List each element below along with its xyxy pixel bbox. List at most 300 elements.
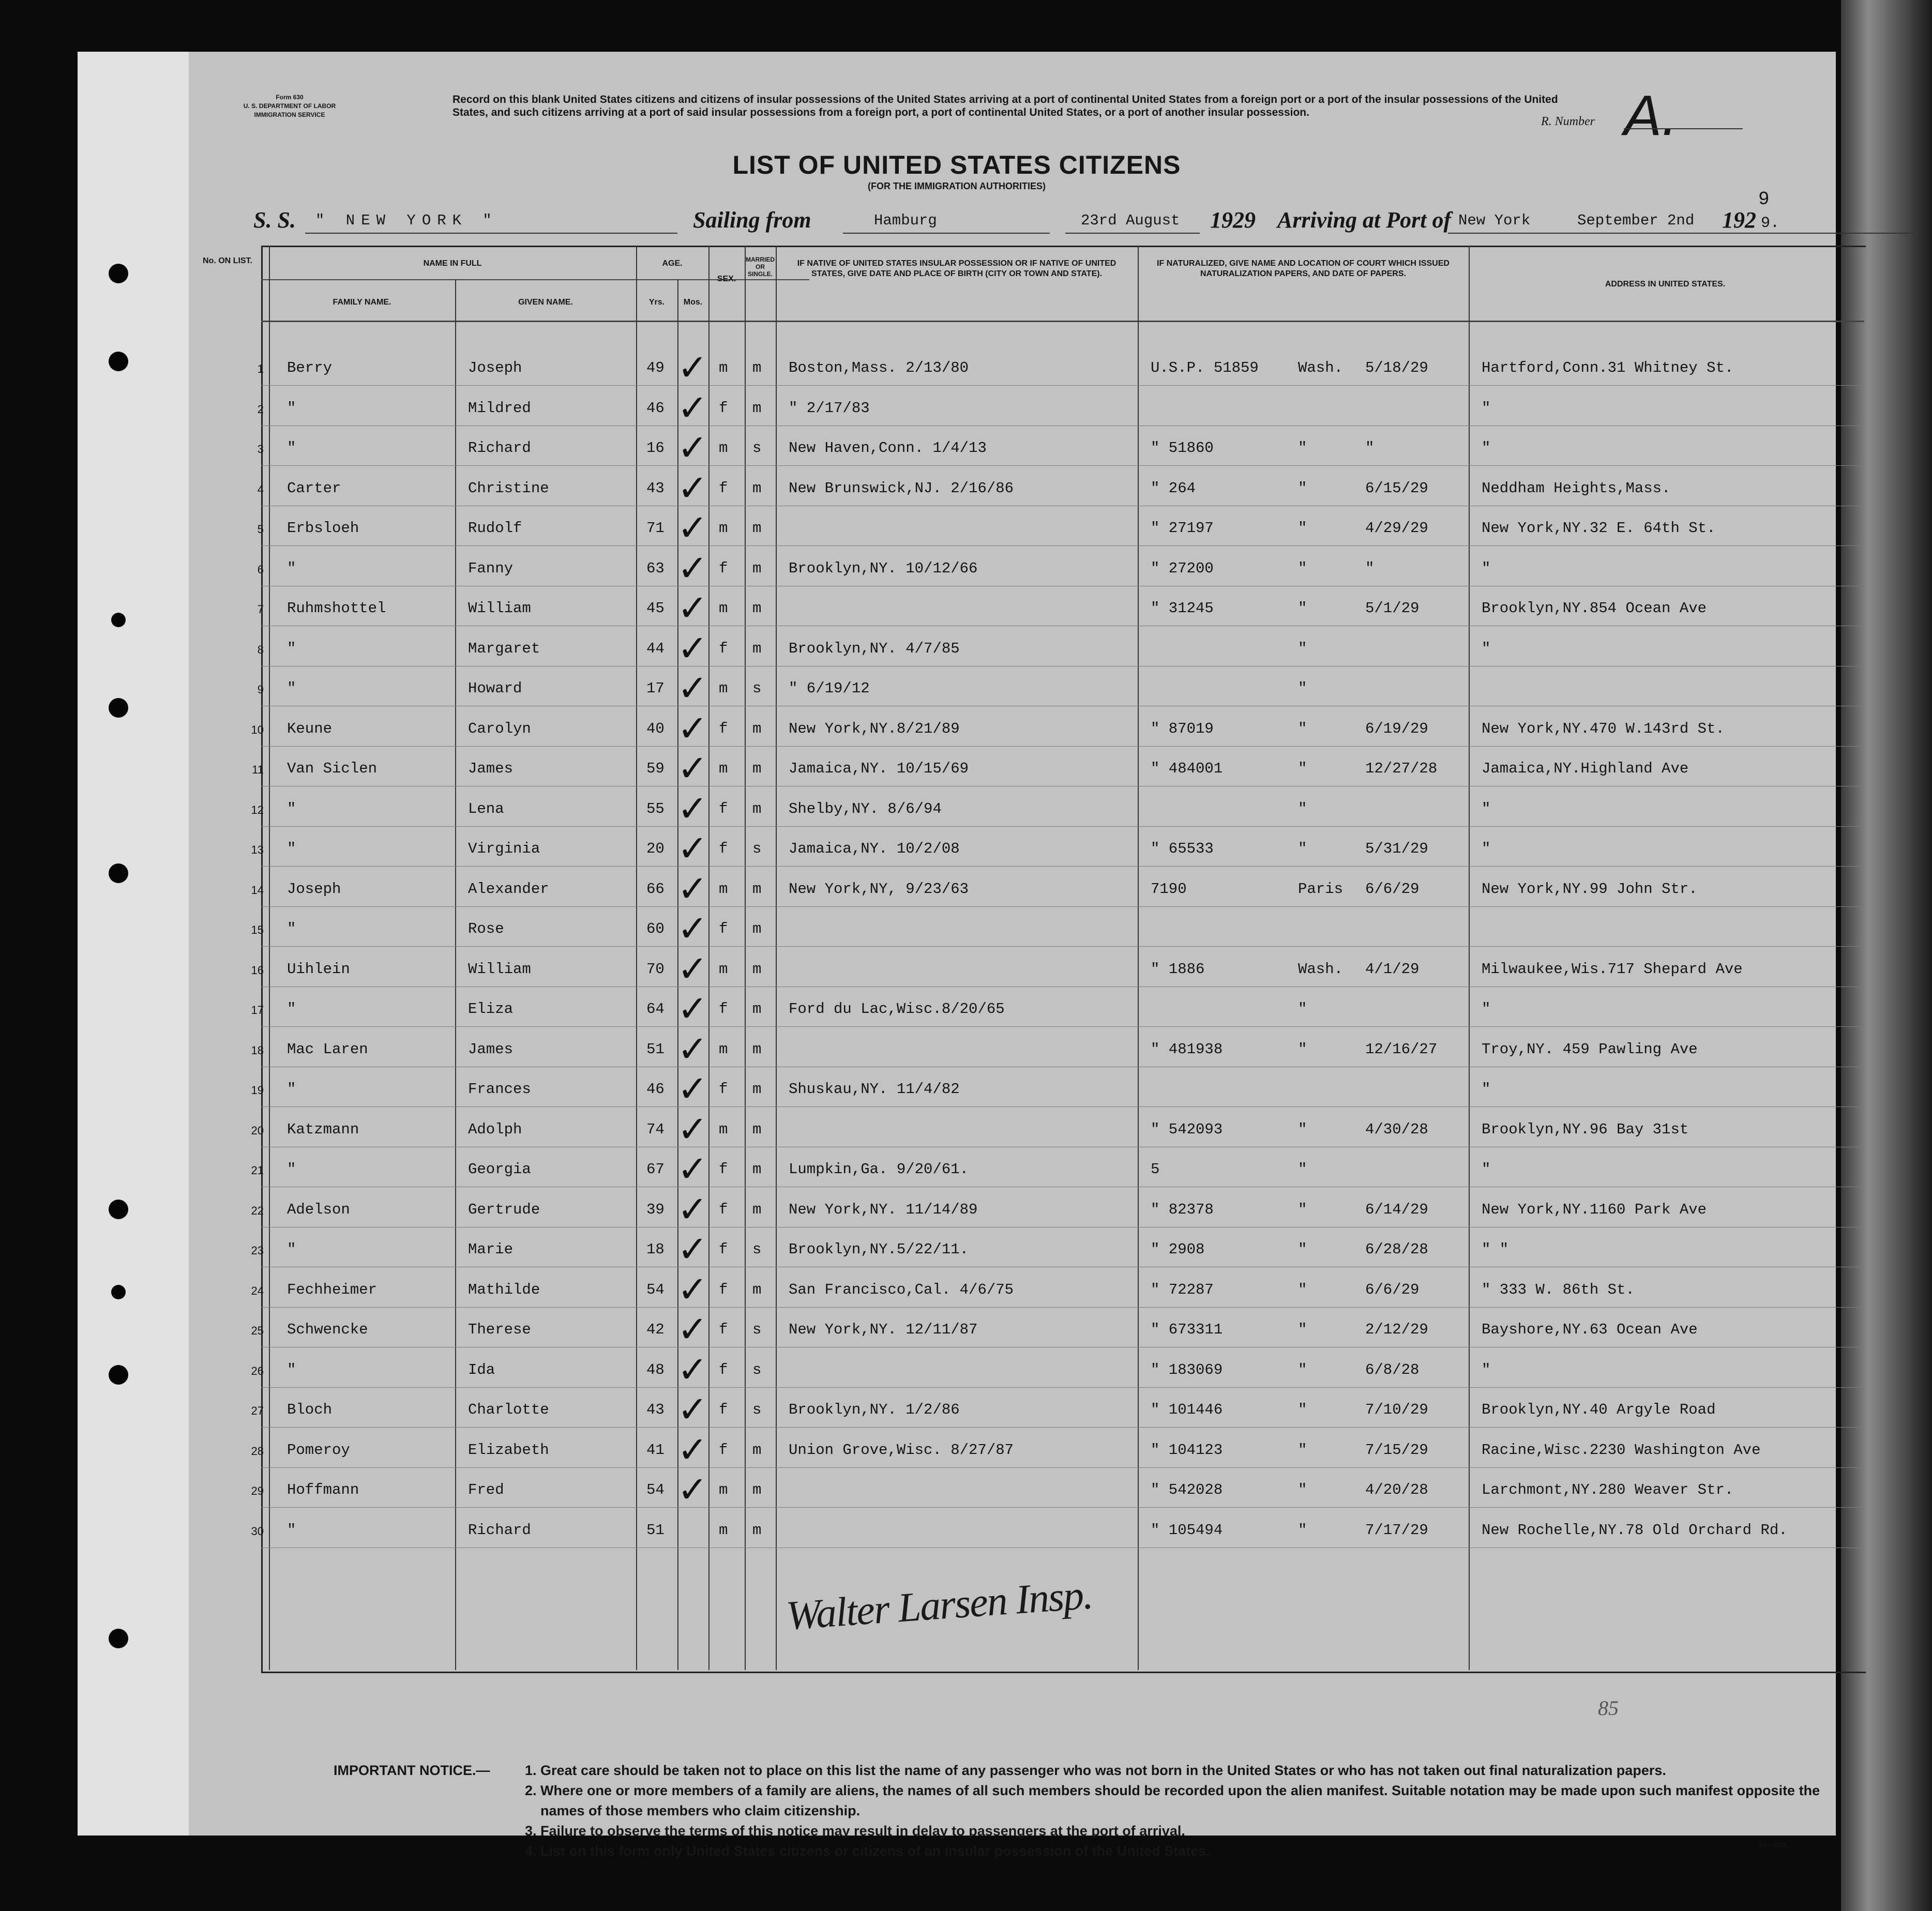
us-address: " " bbox=[1482, 1241, 1509, 1258]
column-rule bbox=[269, 246, 270, 1670]
naturalization-number: 5 bbox=[1151, 1161, 1160, 1178]
check-mark-icon: ✓ bbox=[677, 1428, 708, 1471]
naturalization-number: " 51860 bbox=[1151, 439, 1214, 457]
naturalization-court: " bbox=[1298, 1361, 1307, 1378]
naturalization-number: U.S.P. 51859 bbox=[1151, 359, 1259, 376]
row-rule bbox=[261, 1026, 1864, 1027]
naturalization-court: " bbox=[1298, 1040, 1307, 1058]
punch-hole bbox=[109, 698, 128, 718]
marital-status: m bbox=[752, 720, 762, 737]
us-address: Hartford,Conn.31 Whitney St. bbox=[1482, 359, 1734, 376]
check-mark-icon: ✓ bbox=[677, 427, 708, 469]
form-identifier bbox=[207, 93, 372, 119]
sailing-underline bbox=[843, 233, 1050, 234]
manifest-page bbox=[78, 52, 1836, 1859]
birth-info: " 6/19/12 bbox=[789, 680, 870, 697]
ss-label: S. S. bbox=[253, 207, 296, 233]
family-name: " bbox=[287, 1361, 296, 1378]
naturalization-number: " 542028 bbox=[1151, 1481, 1223, 1498]
family-name: " bbox=[287, 640, 296, 657]
sex: f bbox=[719, 479, 728, 497]
marital-status: m bbox=[752, 1120, 762, 1138]
age-years: 51 bbox=[646, 1521, 665, 1539]
naturalization-date: 6/14/29 bbox=[1365, 1201, 1428, 1218]
row-number: 22 bbox=[251, 1204, 264, 1217]
family-name: " bbox=[287, 1000, 296, 1018]
family-name: " bbox=[287, 439, 296, 457]
sex: f bbox=[719, 1201, 728, 1218]
us-address: " bbox=[1482, 1000, 1491, 1018]
age-years: 20 bbox=[646, 840, 665, 857]
given-name: Eliza bbox=[468, 1000, 514, 1018]
sex: m bbox=[719, 680, 728, 697]
naturalization-court: " bbox=[1298, 1241, 1307, 1258]
row-number: 6 bbox=[257, 563, 264, 576]
check-mark-icon: ✓ bbox=[677, 747, 708, 790]
marital-status: m bbox=[752, 559, 762, 577]
naturalization-number: " 1886 bbox=[1151, 960, 1205, 978]
naturalization-court: " bbox=[1298, 600, 1307, 617]
naturalization-court: " bbox=[1298, 1000, 1307, 1018]
check-mark-icon: ✓ bbox=[677, 947, 708, 990]
naturalization-date: 4/30/28 bbox=[1365, 1120, 1428, 1138]
notice-heading: IMPORTANT NOTICE.— bbox=[334, 1763, 490, 1778]
sex: m bbox=[719, 359, 728, 376]
birth-info: New York,NY, 9/23/63 bbox=[789, 880, 969, 898]
age-years: 46 bbox=[646, 1081, 665, 1098]
birth-info: New York,NY. 11/14/89 bbox=[789, 1201, 978, 1218]
port-underline bbox=[1448, 233, 1913, 234]
family-name: Adelson bbox=[287, 1201, 350, 1218]
marital-status: m bbox=[752, 1441, 762, 1459]
row-number: 24 bbox=[251, 1284, 264, 1297]
col-header-naturalized: IF NATURALIZED, GIVE NAME AND LOCATION OF COURT WHICH ISSUED NATURALIZATION PAPERS, AND DATE OF PAPERS. bbox=[1157, 259, 1450, 278]
col-header-no: No. ON LIST. bbox=[203, 256, 252, 265]
row-number: 20 bbox=[251, 1124, 264, 1137]
row-number: 28 bbox=[251, 1444, 264, 1458]
family-name: " bbox=[287, 559, 296, 577]
naturalization-court: " bbox=[1298, 1161, 1307, 1178]
age-years: 48 bbox=[646, 1361, 665, 1378]
age-years: 43 bbox=[646, 479, 665, 497]
check-mark-icon: ✓ bbox=[677, 988, 708, 1030]
given-name: William bbox=[468, 960, 531, 978]
given-name: William bbox=[468, 600, 531, 617]
age-years: 41 bbox=[646, 1441, 665, 1459]
row-rule bbox=[261, 1467, 1864, 1468]
birth-info: Brooklyn,NY. 10/12/66 bbox=[789, 559, 978, 577]
naturalization-date: " bbox=[1365, 439, 1375, 457]
marital-status: s bbox=[752, 1401, 762, 1418]
naturalization-court: " bbox=[1298, 1481, 1307, 1498]
check-mark-icon: ✓ bbox=[677, 1068, 708, 1110]
age-years: 54 bbox=[646, 1481, 665, 1498]
row-number: 5 bbox=[257, 523, 264, 536]
us-address: " bbox=[1482, 1361, 1491, 1378]
naturalization-date: " bbox=[1365, 559, 1375, 577]
sex: f bbox=[719, 1441, 728, 1459]
column-rule bbox=[776, 246, 777, 1670]
row-number: 12 bbox=[251, 803, 264, 816]
row-number: 1 bbox=[257, 362, 264, 375]
given-name: Virginia bbox=[468, 840, 540, 857]
birth-info: Union Grove,Wisc. 8/27/87 bbox=[789, 1441, 1014, 1459]
naturalization-number: " 105494 bbox=[1151, 1521, 1223, 1539]
given-name: James bbox=[468, 760, 514, 777]
arrival-year-hand: 9 bbox=[1758, 189, 1770, 210]
marital-status: m bbox=[752, 479, 762, 497]
col-header-age: AGE. bbox=[662, 259, 683, 268]
naturalization-date: 5/31/29 bbox=[1365, 840, 1428, 857]
sex: m bbox=[719, 600, 728, 617]
row-number: 26 bbox=[251, 1364, 264, 1377]
r-number-label: R. Number bbox=[1541, 115, 1595, 128]
given-name: Margaret bbox=[468, 640, 540, 657]
naturalization-date: 6/15/29 bbox=[1365, 479, 1428, 497]
sex: f bbox=[719, 399, 728, 417]
row-rule bbox=[261, 465, 1864, 466]
given-name: Fanny bbox=[468, 559, 514, 577]
us-address: New York,NY.32 E. 64th St. bbox=[1482, 520, 1716, 537]
row-number: 4 bbox=[257, 482, 264, 496]
column-rule bbox=[745, 246, 746, 1670]
birth-info: Boston,Mass. 2/13/80 bbox=[789, 359, 969, 376]
marital-status: m bbox=[752, 1081, 762, 1098]
row-number: 14 bbox=[251, 883, 264, 897]
row-number: 18 bbox=[251, 1043, 264, 1057]
naturalization-court: " bbox=[1298, 1281, 1307, 1298]
naturalization-number: " 101446 bbox=[1151, 1401, 1223, 1418]
naturalization-court: " bbox=[1298, 520, 1307, 537]
us-address: Brooklyn,NY.40 Argyle Road bbox=[1482, 1401, 1716, 1418]
family-name: Ruhmshottel bbox=[287, 600, 386, 617]
check-mark-icon: ✓ bbox=[677, 1188, 708, 1231]
birth-info: Jamaica,NY. 10/15/69 bbox=[789, 760, 969, 777]
col-header-sex: SEX. bbox=[717, 275, 736, 283]
marital-status: s bbox=[752, 680, 762, 697]
age-years: 71 bbox=[646, 520, 665, 537]
column-rule bbox=[455, 279, 456, 1670]
sex: m bbox=[719, 960, 728, 978]
manifest-table bbox=[261, 246, 1866, 1673]
check-mark-icon: ✓ bbox=[677, 1108, 708, 1150]
marital-status: s bbox=[752, 1241, 762, 1258]
pencil-note: 85 bbox=[1598, 1696, 1619, 1720]
row-rule bbox=[261, 906, 1864, 907]
naturalization-number: 7190 bbox=[1151, 880, 1187, 898]
row-number: 13 bbox=[251, 843, 264, 856]
marital-status: m bbox=[752, 1000, 762, 1018]
age-years: 63 bbox=[646, 559, 665, 577]
row-rule bbox=[261, 1387, 1864, 1388]
row-rule bbox=[261, 746, 1864, 747]
family-name: " bbox=[287, 920, 296, 937]
naturalization-court: " bbox=[1298, 1321, 1307, 1338]
naturalization-number: " 104123 bbox=[1151, 1441, 1223, 1459]
marital-status: m bbox=[752, 359, 762, 376]
naturalization-number: " 87019 bbox=[1151, 720, 1214, 737]
notice-item: 4. List on this form only United States citizens or citizens of an insular possession of the United States. bbox=[525, 1843, 1210, 1859]
naturalization-court: Paris bbox=[1298, 880, 1344, 898]
sex: f bbox=[719, 1081, 728, 1098]
arrival-year-printed: 192 bbox=[1722, 207, 1756, 233]
row-number: 9 bbox=[257, 683, 264, 696]
service: IMMIGRATION SERVICE bbox=[254, 111, 325, 118]
punch-hole bbox=[111, 1285, 126, 1299]
row-rule bbox=[261, 946, 1864, 947]
naturalization-court: " bbox=[1298, 439, 1307, 457]
naturalization-court: " bbox=[1298, 559, 1307, 577]
us-address: Milwaukee,Wis.717 Shepard Ave bbox=[1482, 960, 1743, 978]
us-address: Jamaica,NY.Highland Ave bbox=[1482, 760, 1689, 777]
family-name: Mac Laren bbox=[287, 1040, 368, 1058]
check-mark-icon: ✓ bbox=[677, 1348, 708, 1391]
birth-info: Shelby,NY. 8/6/94 bbox=[789, 800, 942, 817]
us-address: " bbox=[1482, 439, 1491, 457]
us-address: Neddham Heights,Mass. bbox=[1482, 479, 1671, 497]
given-name: Richard bbox=[468, 1521, 531, 1539]
naturalization-number: " 65533 bbox=[1151, 840, 1214, 857]
birth-info: " 2/17/83 bbox=[789, 399, 870, 417]
family-name: Katzmann bbox=[287, 1120, 359, 1138]
departure-year: 1929 bbox=[1210, 207, 1256, 233]
sex: m bbox=[719, 1521, 728, 1539]
row-number: 25 bbox=[251, 1324, 264, 1337]
birth-info: Jamaica,NY. 10/2/08 bbox=[789, 840, 960, 857]
age-years: 74 bbox=[646, 1120, 665, 1138]
family-name: Van Siclen bbox=[287, 760, 378, 777]
naturalization-court: " bbox=[1298, 1401, 1307, 1418]
page-subtitle: (FOR THE IMMIGRATION AUTHORITIES) bbox=[868, 181, 1046, 191]
arrival-port: New York bbox=[1458, 212, 1531, 229]
check-mark-icon: ✓ bbox=[677, 667, 708, 709]
us-address: " bbox=[1482, 1161, 1491, 1178]
sex: f bbox=[719, 1361, 728, 1378]
age-years: 51 bbox=[646, 1040, 665, 1058]
us-address: Brooklyn,NY.96 Bay 31st bbox=[1482, 1120, 1689, 1138]
given-name: Christine bbox=[468, 479, 549, 497]
naturalization-court: " bbox=[1298, 1521, 1307, 1539]
naturalization-court: " bbox=[1298, 840, 1307, 857]
age-years: 66 bbox=[646, 880, 665, 898]
age-years: 49 bbox=[646, 359, 665, 376]
check-mark-icon: ✓ bbox=[677, 1268, 708, 1311]
family-name: Berry bbox=[287, 359, 333, 376]
family-name: Carter bbox=[287, 479, 341, 497]
check-mark-icon: ✓ bbox=[677, 1027, 708, 1070]
birth-info: Shuskau,NY. 11/4/82 bbox=[789, 1081, 960, 1098]
naturalization-date: 5/18/29 bbox=[1365, 359, 1428, 376]
birth-info: New York,NY. 12/11/87 bbox=[789, 1321, 978, 1338]
family-name: Schwencke bbox=[287, 1321, 368, 1338]
sex: f bbox=[719, 840, 728, 857]
check-mark-icon: ✓ bbox=[677, 867, 708, 910]
check-mark-icon: ✓ bbox=[677, 1148, 708, 1190]
age-years: 59 bbox=[646, 760, 665, 777]
given-name: Charlotte bbox=[468, 1401, 549, 1418]
naturalization-date: 6/28/28 bbox=[1365, 1241, 1428, 1258]
sex: f bbox=[719, 720, 728, 737]
family-name: Pomeroy bbox=[287, 1441, 350, 1459]
column-rule bbox=[636, 246, 637, 1670]
naturalization-court: " bbox=[1298, 680, 1307, 697]
marital-status: m bbox=[752, 1481, 762, 1498]
given-name: Lena bbox=[468, 800, 504, 817]
us-address: " bbox=[1482, 840, 1491, 857]
us-address: " bbox=[1482, 640, 1491, 657]
col-header-yrs: Yrs. bbox=[648, 298, 665, 307]
us-address: New York,NY.470 W.143rd St. bbox=[1482, 720, 1725, 737]
naturalization-date: 12/27/28 bbox=[1365, 760, 1438, 777]
us-address: Brooklyn,NY.854 Ocean Ave bbox=[1482, 600, 1707, 617]
naturalization-number: " 264 bbox=[1151, 479, 1196, 497]
marital-status: m bbox=[752, 960, 762, 978]
given-name: Mathilde bbox=[468, 1281, 540, 1298]
notice-list bbox=[525, 1761, 1854, 1861]
given-name: Frances bbox=[468, 1081, 531, 1098]
naturalization-court: " bbox=[1298, 1120, 1307, 1138]
family-name: " bbox=[287, 680, 296, 697]
given-name: Marie bbox=[468, 1241, 514, 1258]
given-name: Adolph bbox=[468, 1120, 522, 1138]
departure-date: 23rd August bbox=[1081, 212, 1180, 229]
family-name: Uihlein bbox=[287, 960, 350, 978]
naturalization-court: " bbox=[1298, 640, 1307, 657]
marital-status: m bbox=[752, 1040, 762, 1058]
row-number: 11 bbox=[252, 763, 264, 776]
punch-hole bbox=[111, 613, 126, 627]
us-address: New Rochelle,NY.78 Old Orchard Rd. bbox=[1482, 1521, 1788, 1539]
sex: f bbox=[719, 1321, 728, 1338]
age-years: 45 bbox=[646, 600, 665, 617]
col-header-marital: MARRIED OR SINGLE. bbox=[746, 256, 775, 278]
row-rule bbox=[261, 866, 1864, 867]
sex: f bbox=[719, 1161, 728, 1178]
family-name: Bloch bbox=[287, 1401, 333, 1418]
naturalization-date: 6/6/29 bbox=[1365, 880, 1420, 898]
marital-status: m bbox=[752, 1281, 762, 1298]
col-header-name: NAME IN FULL bbox=[423, 259, 482, 268]
us-address: New York,NY.99 John Str. bbox=[1482, 880, 1698, 898]
sex: m bbox=[719, 760, 728, 777]
family-name: " bbox=[287, 399, 296, 417]
naturalization-court: Wash. bbox=[1298, 960, 1344, 978]
check-mark-icon: ✓ bbox=[677, 627, 708, 670]
check-mark-icon: ✓ bbox=[677, 787, 708, 830]
us-address: " bbox=[1482, 1081, 1491, 1098]
punch-hole bbox=[109, 1629, 128, 1648]
punch-hole bbox=[109, 1365, 128, 1385]
check-mark-icon: ✓ bbox=[677, 1308, 708, 1351]
sex: m bbox=[719, 880, 728, 898]
row-rule bbox=[261, 826, 1864, 827]
given-name: Gertrude bbox=[468, 1201, 540, 1218]
marital-status: m bbox=[752, 600, 762, 617]
check-mark-icon: ✓ bbox=[677, 1388, 708, 1431]
naturalization-court: " bbox=[1298, 1441, 1307, 1459]
birth-info: Brooklyn,NY. 1/2/86 bbox=[789, 1401, 960, 1418]
naturalization-number: " 27200 bbox=[1151, 559, 1214, 577]
naturalization-number: " 484001 bbox=[1151, 760, 1223, 777]
punch-hole bbox=[109, 1200, 128, 1219]
row-rule bbox=[261, 545, 1864, 546]
marital-status: m bbox=[752, 1521, 762, 1539]
family-name: " bbox=[287, 1521, 296, 1539]
marital-status: m bbox=[752, 640, 762, 657]
punch-hole bbox=[109, 352, 128, 371]
given-name: Elizabeth bbox=[468, 1441, 549, 1459]
age-years: 17 bbox=[646, 680, 665, 697]
marital-status: s bbox=[752, 439, 762, 457]
check-mark-icon: ✓ bbox=[677, 466, 708, 509]
naturalization-date: 4/20/28 bbox=[1365, 1481, 1428, 1498]
birth-info: San Francisco,Cal. 4/6/75 bbox=[789, 1281, 1014, 1298]
check-mark-icon: ✓ bbox=[677, 547, 708, 589]
row-rule bbox=[261, 1427, 1864, 1428]
age-years: 39 bbox=[646, 1201, 665, 1218]
row-number: 10 bbox=[251, 723, 264, 736]
row-rule bbox=[261, 1106, 1864, 1107]
naturalization-court: " bbox=[1298, 760, 1307, 777]
marital-status: s bbox=[752, 840, 762, 857]
column-rule bbox=[1469, 246, 1470, 1670]
birth-info: Brooklyn,NY.5/22/11. bbox=[789, 1241, 969, 1258]
given-name: Therese bbox=[468, 1321, 531, 1338]
punch-hole bbox=[109, 264, 128, 283]
header-rule bbox=[261, 321, 1864, 322]
family-name: " bbox=[287, 1161, 296, 1178]
sex: m bbox=[719, 1481, 728, 1498]
check-mark-icon: ✓ bbox=[677, 587, 708, 629]
us-address: " bbox=[1482, 800, 1491, 817]
naturalization-date: 7/17/29 bbox=[1365, 1521, 1428, 1539]
family-name: " bbox=[287, 1081, 296, 1098]
sex: m bbox=[719, 439, 728, 457]
us-address: " bbox=[1482, 559, 1491, 577]
age-years: 64 bbox=[646, 1000, 665, 1018]
check-mark-icon: ✓ bbox=[677, 707, 708, 750]
sex: f bbox=[719, 640, 728, 657]
inspector-signature: Walter Larsen Insp. bbox=[784, 1572, 1094, 1639]
check-mark-icon: ✓ bbox=[677, 1228, 708, 1270]
marital-status: m bbox=[752, 399, 762, 417]
us-address: Larchmont,NY.280 Weaver Str. bbox=[1482, 1481, 1734, 1498]
marital-status: m bbox=[752, 1201, 762, 1218]
marital-status: m bbox=[752, 920, 762, 937]
arrival-year-hand-2: 9. bbox=[1761, 215, 1780, 232]
family-name: " bbox=[287, 800, 296, 817]
notice-item: 1. Great care should be taken not to place on this list the name of any passenger who was not born in the United States or who has not taken out final naturalization papers. bbox=[525, 1763, 1666, 1778]
naturalization-number: " 72287 bbox=[1151, 1281, 1214, 1298]
date-underline bbox=[1065, 233, 1200, 234]
naturalization-date: 7/10/29 bbox=[1365, 1401, 1428, 1418]
sex: m bbox=[719, 520, 728, 537]
naturalization-date: 12/16/27 bbox=[1365, 1040, 1438, 1058]
given-name: Ida bbox=[468, 1361, 495, 1378]
sex: f bbox=[719, 559, 728, 577]
given-name: Carolyn bbox=[468, 720, 531, 737]
sex: f bbox=[719, 800, 728, 817]
given-name: James bbox=[468, 1040, 514, 1058]
naturalization-date: 7/15/29 bbox=[1365, 1441, 1428, 1459]
us-address: Troy,NY. 459 Pawling Ave bbox=[1482, 1040, 1698, 1058]
family-name: Keune bbox=[287, 720, 333, 737]
birth-info: New Brunswick,NJ. 2/16/86 bbox=[789, 479, 1014, 497]
naturalization-number: " 481938 bbox=[1151, 1040, 1223, 1058]
page-title: LIST OF UNITED STATES CITIZENS bbox=[732, 150, 1181, 179]
birth-info: New York,NY.8/21/89 bbox=[789, 720, 960, 737]
naturalization-date: 4/29/29 bbox=[1365, 520, 1428, 537]
